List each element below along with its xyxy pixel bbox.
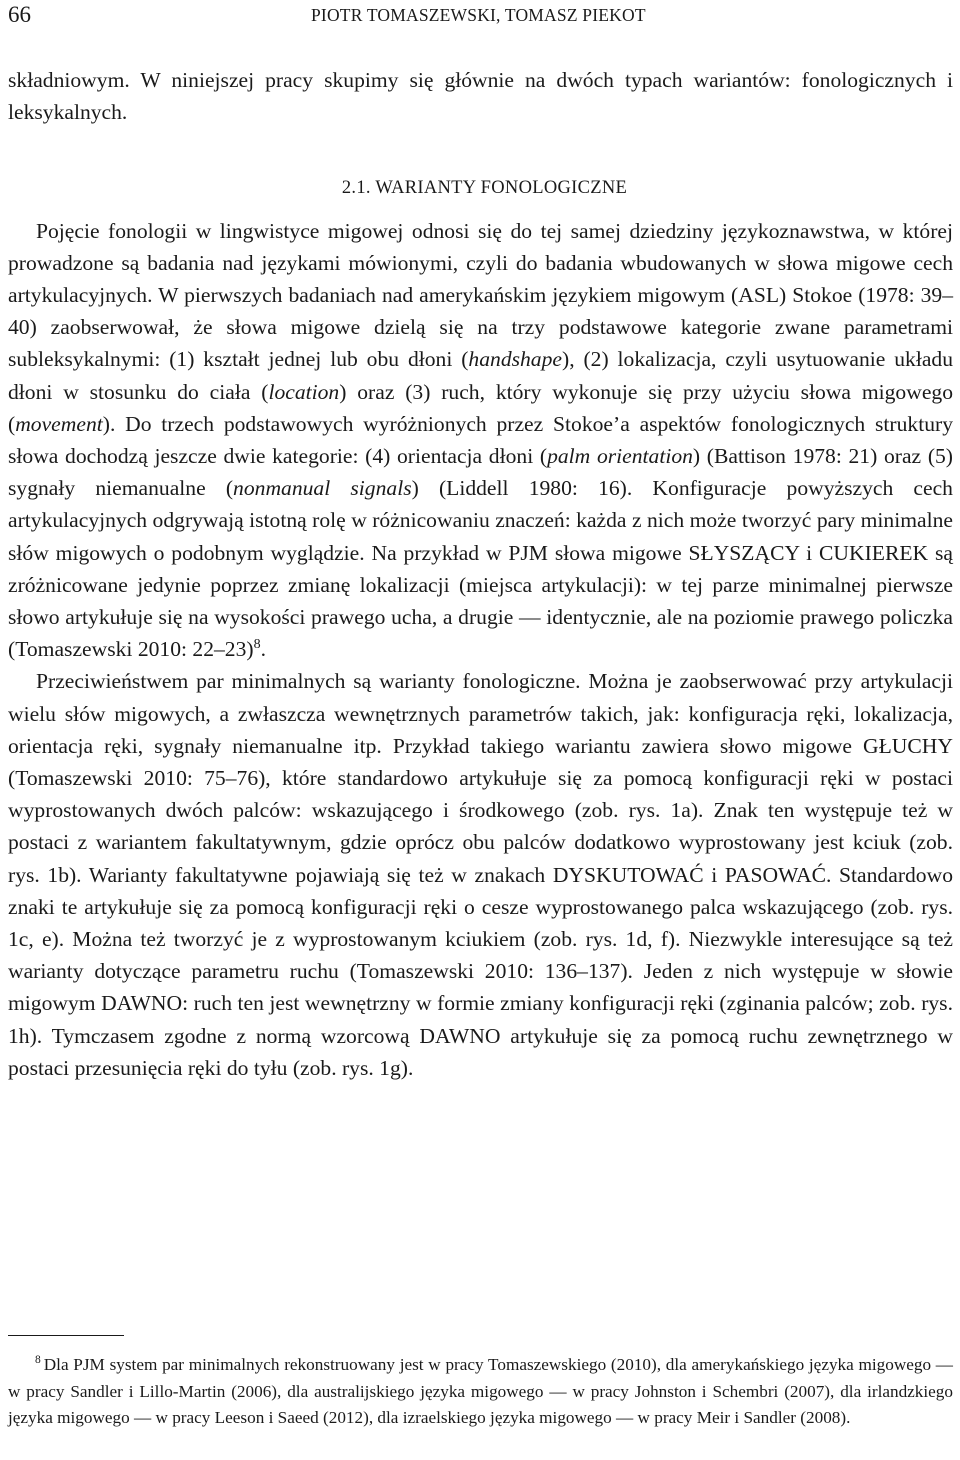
paragraph-continued: składniowym. W niniejszej pracy skupimy się głównie na dwóch typach wariantów: fonologicznych i leksykalnych. [8, 68, 953, 125]
text-run: ), (2) lokalizacja, czyli usytuowanie układu dłoni w stosunku do ciała ( [8, 347, 953, 404]
text-run: ) (Battison 1978: 21) oraz (5) sygnały niemanualne ( [8, 444, 953, 501]
footnote-text: Dla PJM system par minimalnych rekonstruowany jest w pracy Tomaszewskiego (2010), dla amerykańskiego języka migowego — w pracy Sandler i Lillo-Martin (2006), dla australijskiego języka migowego — w pracy Johnston i Schembri (2007), dla irlandzkiego języka migowego — w pracy Leeson i Saeed (2012), dla izraelskiego języka migowego — w pracy Meir i Sandler (2008). [8, 1355, 953, 1427]
term-movement: movement [15, 411, 103, 436]
text-run: ) (Liddell 1980: 16). Konfiguracje powyższych cech artykulacyjnych odgrywają istotną rolę w różnicowaniu znaczeń: każda z nich może tworzyć pary minimalne słów migowych o podobnym wyglądzie. Na przykład w PJM słowa migowe SŁYSZĄCY i CUKIEREK są zróżnicowane jedynie poprzez zmianę lokalizacji (miejsca artykulacji): w tej parze minimalnej pierwsze słowo artykułuje się na wysokości prawego ucha, a drugie — identycznie, ale na poziomie prawego policzka (Tomaszewski 2010: 22–23) [8, 476, 953, 662]
term-location: location [268, 379, 340, 404]
footnote-divider [8, 1335, 124, 1336]
text-run: Pojęcie fonologii w lingwistyce migowej odnosi się do tej samej dziedziny językoznawstwa, w której prowadzone są badania nad językami mówionymi, czyli do badania wbudowanych w słowa migowe cech artykulacyjnych. W pierwszych badaniach nad amerykańskim językiem migowym (ASL) Stokoe (1978: 39–40) zaobserwował, że słowa migowe dzielą się na trzy podstawowe kategorie zwane parametrami subleksykalnymi: (1) kształt jednej lub obu dłoni ( [8, 218, 953, 372]
footnote-reference[interactable]: 8 [253, 637, 261, 653]
text-run: ) oraz (3) ruch, który wykonuje się przy użyciu słowa migowego ( [8, 379, 953, 436]
running-head: PIOTR TOMASZEWSKI, TOMASZ PIEKOT [311, 5, 646, 25]
term-nonmanual-signals: nonmanual signals [233, 476, 412, 501]
term-palm-orientation: palm orientation [547, 444, 693, 469]
paragraph-variants: Przeciwieństwem par minimalnych są warianty fonologiczne. Można je zaobserwować przy artykulacji wielu słów migowych, a zwłaszcza wewnętrznych parametrów takich, jak: konfiguracja ręki, lokalizacja, orientacja ręki, sygnały niemanualne itp. Przykład takiego wariantu zawiera słowo migowe GŁUCHY (Tomaszewski 2010: 75–76), które standardowo artykułuje się za pomocą konfiguracji ręki w postaci wyprostowanych dwóch palców: wskazującego i środkowego (zob. rys. 1a). Znak ten występuje też w postaci z wariantem fakultatywnym, gdzie oprócz obu palców dodatkowo wyprostowany jest kciuk (zob. rys. 1b). Warianty fakultatywne pojawiają się też w znakach DYSKUTOWAĆ i PASOWAĆ. Standardowo znaki te artykułuje się za pomocą konfiguracji ręki o cesze wyprostowanego palca wskazującego (zob. rys. 1c, e). Można też tworzyć je z wyprostowanym kciukiem (zob. rys. 1d, f). Niezwykle interesujące są też warianty dotyczące parametru ruchu (Tomaszewski 2010: 136–137). Jeden z nich występuje w słowie migowym DAWNO: ruch ten jest wewnętrzny w formie zmiany konfiguracji ręki (zginania palców; zob. rys. 1h). Tymczasem zgodne z normą wzorcową DAWNO artykułuje się za pomocą ruchu zewnętrznego w postaci przesunięcia ręki do tyłu (zob. rys. 1g). [8, 669, 953, 1080]
text-run: . [260, 637, 266, 662]
footnote-marker: 8 [35, 1354, 41, 1367]
section-heading: 2.1. WARIANTY FONOLOGICZNE [341, 178, 628, 199]
paragraph-phonology [8, 215, 953, 666]
footnote [8, 1352, 953, 1432]
body-text [8, 64, 953, 1084]
text-run: ). Do trzech podstawowych wyróżnionych przez Stokoe’a aspektów fonologicznych struktury słowa dochodzą jeszcze dwie kategorie: (4) orientacja dłoni ( [8, 411, 953, 469]
term-handshape: handshape [468, 347, 562, 372]
page-header [8, 2, 953, 32]
page-number: 66 [8, 2, 31, 27]
